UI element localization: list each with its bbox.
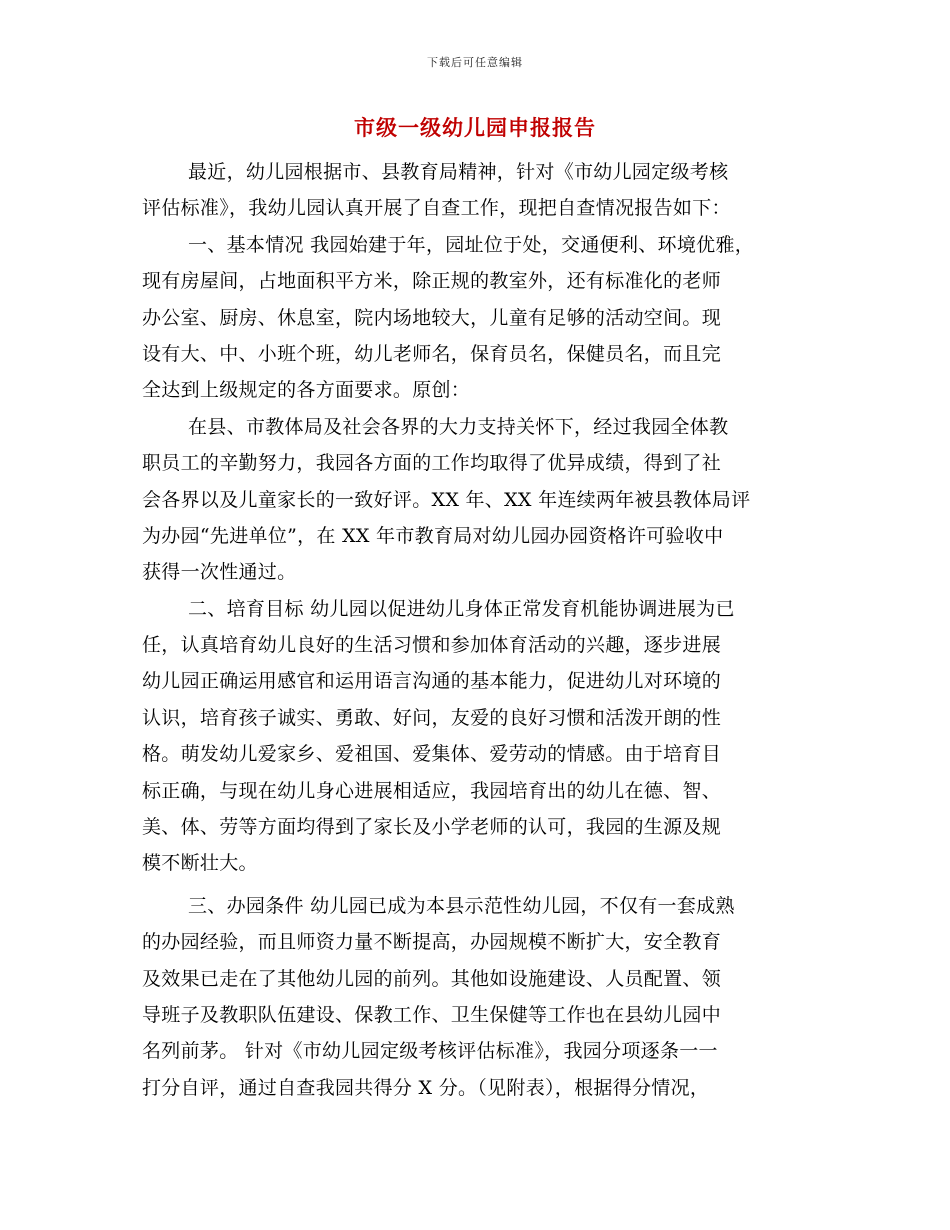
- header-note: 下载后可任意编辑: [427, 56, 523, 69]
- paragraph-line: 及效果已走在了其他幼儿园的前列。其他如设施建设、人员配置、领: [142, 967, 722, 990]
- paragraph-line: 幼儿园正确运用感官和运用语言沟通的基本能力，促进幼儿对环境的: [142, 670, 722, 693]
- paragraph-line: 打分自评，通过自查我园共得分 X 分。（见附表），根据得分情况，: [142, 1076, 710, 1099]
- paragraph-line: 美、体、劳等方面均得到了家长及小学老师的认可，我园的生源及规: [142, 816, 722, 839]
- document-body: [142, 154, 822, 1106]
- paragraph-line: 认识，培育孩子诚实、勇敢、好问，友爱的良好习惯和活泼开朗的性: [142, 706, 722, 729]
- paragraph-line: 职员工的辛勤努力，我园各方面的工作均取得了优异成绩，得到了社: [142, 452, 722, 475]
- paragraph-line: 的办园经验，而且师资力量不断提高，办园规模不断扩大，安全教育: [142, 931, 722, 954]
- paragraph-line: 会各界以及儿童家长的一致好评。XX 年、XX 年连续两年被县教体局评: [142, 488, 751, 511]
- paragraph-line: 为办园“先进单位”，在 XX 年市教育局对幼儿园办园资格许可验收中: [142, 524, 724, 547]
- paragraph-line: 在县、市教体局及社会各界的大力支持关怀下，经过我园全体教: [188, 415, 729, 438]
- paragraph-line: 导班子及教职队伍建设、保教工作、卫生保健等工作也在县幼儿园中: [142, 1003, 722, 1026]
- paragraph-line: 现有房屋间，占地面积平方米，除正规的教室外，还有标准化的老师: [142, 270, 722, 293]
- paragraph-line: 格。萌发幼儿爱家乡、爱祖国、爱集体、爱劳动的情感。由于培育目: [142, 743, 722, 766]
- paragraph-line: 评估标准》，我幼儿园认真开展了自查工作，现把自查情况报告如下：: [142, 197, 731, 220]
- paragraph-line: 获得一次性通过。: [142, 561, 297, 584]
- paragraph-line: 二、培育目标 幼儿园以促进幼儿身体正常发育机能协调进展为已: [188, 597, 735, 620]
- document-title: 市级一级幼儿园申报报告: [354, 115, 596, 140]
- paragraph-line: 三、办园条件 幼儿园已成为本县示范性幼儿园，不仅有一套成熟: [188, 894, 735, 917]
- paragraph-line: 最近，幼儿园根据市、县教育局精神，针对《市幼儿园定级考核: [188, 161, 729, 183]
- paragraph-line: 名列前茅。 针对《市幼儿园定级考核评估标准》，我园分项逐条一一: [142, 1040, 718, 1063]
- paragraph-line: 模不断壮大。: [142, 852, 258, 875]
- paragraph-line: 标正确，与现在幼儿身心进展相适应，我园培育出的幼儿在德、智、: [142, 779, 722, 802]
- paragraph-line: 办公室、厨房、休息室，院内场地较大，儿童有足够的活动空间。现: [142, 306, 722, 329]
- paragraph-line: 任，认真培育幼儿良好的生活习惯和参加体育活动的兴趣，逐步进展: [142, 634, 722, 657]
- paragraph-line: 设有大、中、小班个班，幼儿老师名，保育员名，保健员名，而且完: [142, 342, 722, 365]
- paragraph-line: 全达到上级规定的各方面要求。原创：: [142, 379, 471, 402]
- paragraph-line: 一、基本情况 我园始建于年，园址位于处，交通便利、环境优雅，: [188, 233, 755, 256]
